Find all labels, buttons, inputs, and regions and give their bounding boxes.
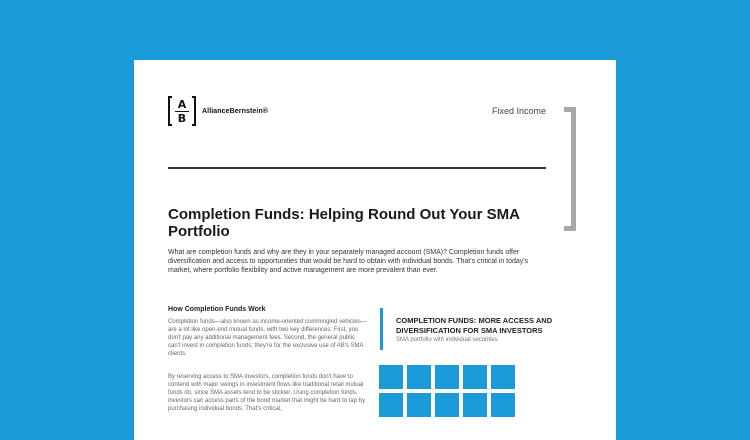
column-heading: How Completion Funds Work (168, 306, 266, 313)
security-square (435, 365, 459, 389)
security-square (379, 365, 403, 389)
brand-name: AllianceBernstein® (202, 107, 269, 115)
decorative-bracket (564, 107, 576, 231)
security-square (491, 393, 515, 417)
security-square (463, 393, 487, 417)
callout-subheading: SMA portfolio with individual securities (396, 337, 498, 343)
security-square (491, 365, 515, 389)
logo-letter-b: B (175, 111, 189, 125)
security-square (435, 393, 459, 417)
column-paragraph-1: Completion funds—also known as income-oriented commingled vehicles—are a lot like open-end mutual funds, with two key differences: First, you don't pay any additional management fees. Second, the general public can't invest in completion funds; they're for the exclusive use of AB's SMA clients. (168, 319, 367, 357)
ab-logo-mark (168, 96, 196, 126)
security-square (407, 393, 431, 417)
header-divider (168, 167, 546, 169)
document-page (134, 60, 616, 440)
security-square (379, 393, 403, 417)
callout-accent-bar (380, 308, 383, 350)
callout-heading: COMPLETION FUNDS: MORE ACCESS AND DIVERSIFICATION FOR SMA INVESTORS (396, 316, 553, 335)
security-grid (379, 365, 515, 417)
intro-paragraph: What are completion funds and why are they in your separately managed account (SMA)? Completion funds offer diversification and access to opportunities that would be hard to obtain with individual bonds. That's critical in today's market, where portfolio flexibility and active management are more prevalent than ever. (168, 249, 529, 274)
security-square (463, 365, 487, 389)
logo-letter-a: A (177, 98, 187, 111)
security-square (407, 365, 431, 389)
column-paragraph-2: By reserving access to SMA investors, completion funds don't have to contend with major swings in investment flows like traditional retail mutual funds do, since SMA assets tend to be stickier. Using completion funds, investors can access parts of the bond market that might be hard to tap by purchasing individual bonds. That's critical, (168, 374, 366, 412)
section-label: Fixed Income (492, 106, 547, 116)
document-title: Completion Funds: Helping Round Out Your SMA Portfolio (168, 206, 520, 240)
alliancebernstein-logo (168, 96, 268, 126)
